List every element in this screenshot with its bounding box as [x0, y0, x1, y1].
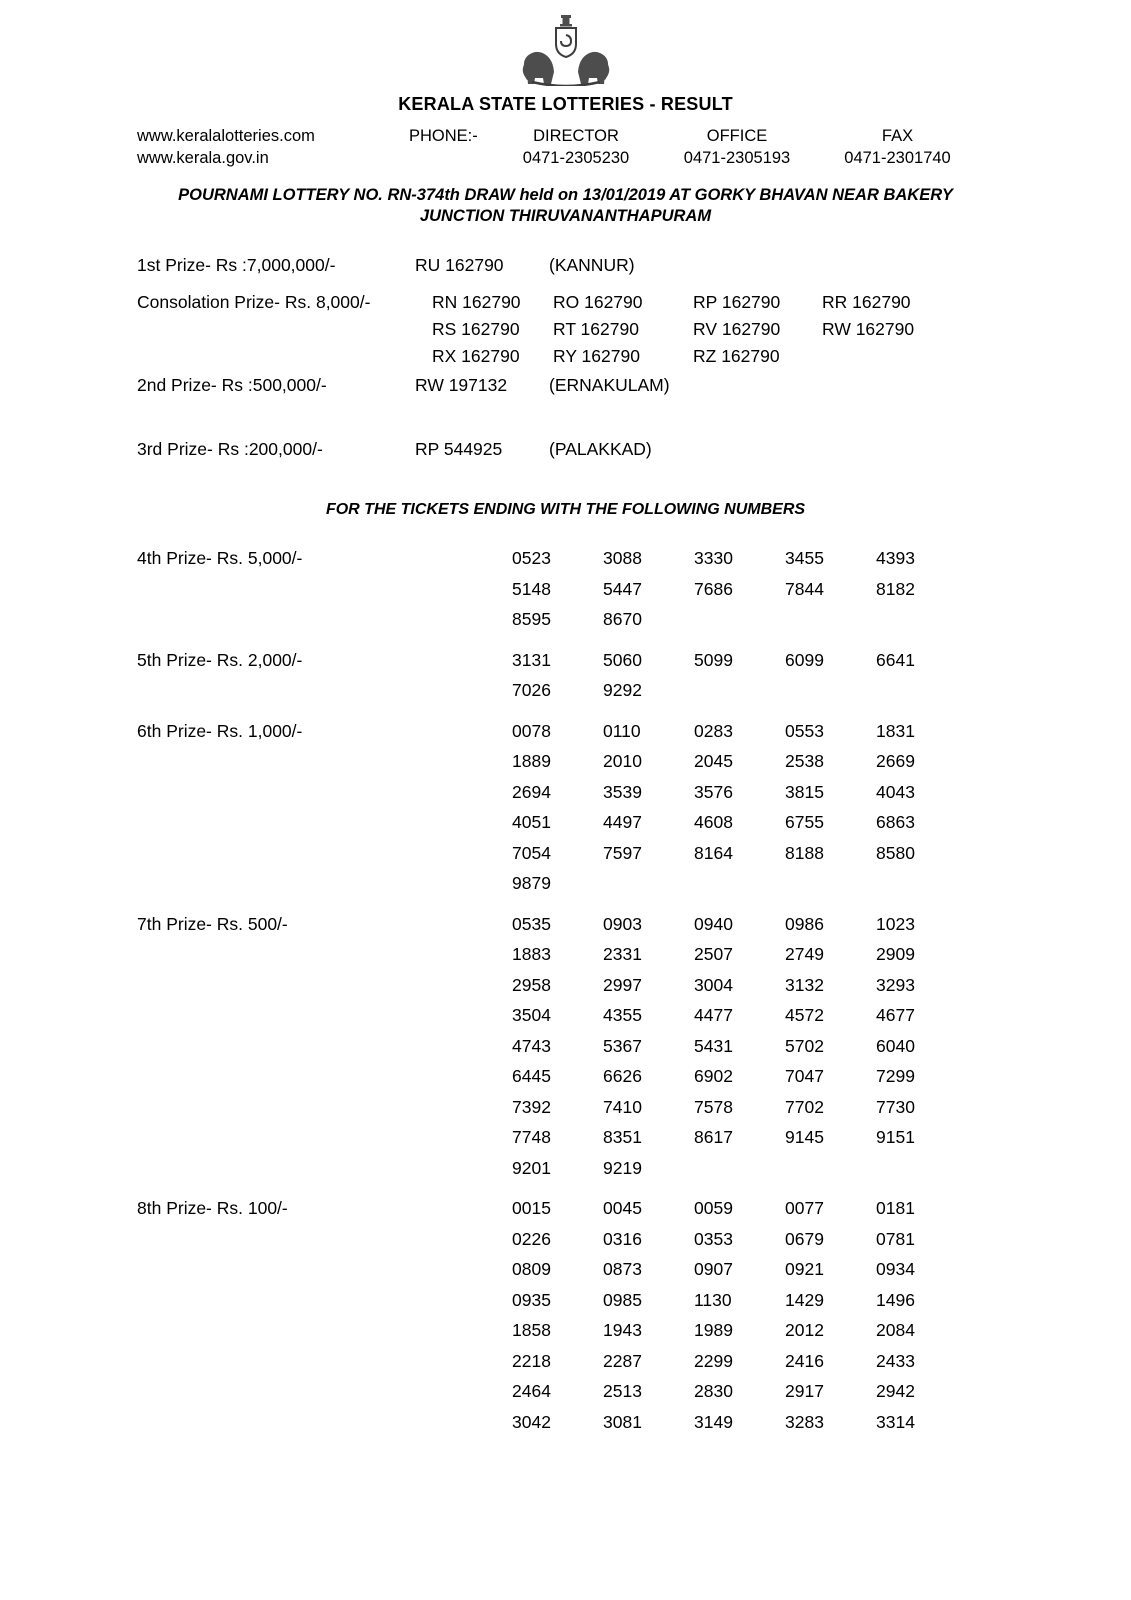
consolation-prize-row — [137, 289, 1131, 370]
consolation-ticket: RP 162790 — [693, 292, 781, 312]
ending-number: 7686 — [694, 578, 733, 599]
ending-number: 7054 — [512, 842, 551, 863]
consolation-ticket: RS 162790 — [432, 319, 520, 339]
ending-number: 4572 — [785, 1005, 824, 1025]
ending-number: 0903 — [603, 913, 642, 934]
ending-number: 0059 — [694, 1198, 733, 1218]
ending-number: 8182 — [876, 578, 915, 599]
seventh-prize-numbers — [512, 909, 967, 1184]
ending-number: 1023 — [876, 913, 915, 934]
ending-number: 5702 — [785, 1035, 824, 1056]
ending-number: 1130 — [694, 1289, 732, 1310]
ending-number: 0078 — [512, 720, 551, 741]
first-prize-row — [137, 255, 1131, 275]
ending-number: 4743 — [512, 1035, 551, 1056]
ending-number: 3455 — [785, 548, 824, 568]
ending-number: 0077 — [785, 1198, 824, 1218]
ending-number: 7047 — [785, 1066, 824, 1086]
ending-number: 1429 — [785, 1289, 824, 1310]
ending-number: 9219 — [603, 1157, 642, 1178]
seventh-prize-label: 7th Prize- Rs. 500/- — [137, 913, 288, 934]
ending-number: 5431 — [694, 1035, 733, 1056]
consolation-ticket: RT 162790 — [553, 319, 639, 339]
ending-number: 1943 — [603, 1320, 642, 1340]
website-keralalotteries: www.keralalotteries.com — [137, 127, 315, 145]
ending-number: 0809 — [512, 1259, 551, 1279]
third-prize-place: (PALAKKAD) — [549, 439, 652, 459]
ending-number: 3293 — [876, 974, 915, 995]
ending-number: 9292 — [603, 680, 642, 700]
ending-number: 2513 — [603, 1381, 642, 1401]
ending-number: 4393 — [876, 548, 915, 568]
ending-number: 8580 — [876, 842, 915, 863]
ending-number: 2045 — [694, 751, 733, 771]
ending-number: 0283 — [694, 720, 733, 741]
ending-number: 6040 — [876, 1035, 915, 1056]
contact-fax-label: FAX — [881, 127, 914, 145]
ending-number: 6902 — [694, 1066, 733, 1086]
ending-number: 0679 — [785, 1228, 824, 1249]
third-prize-ticket: RP 544925 — [415, 439, 503, 459]
ending-number: 7026 — [512, 680, 551, 700]
ending-number: 8351 — [603, 1127, 642, 1147]
ending-numbers-heading: FOR THE TICKETS ENDING WITH THE FOLLOWING NUMBERS — [325, 501, 806, 518]
third-prize-label: 3rd Prize- Rs :200,000/- — [137, 439, 323, 459]
consolation-ticket: RY 162790 — [553, 346, 640, 366]
ending-number: 9151 — [876, 1127, 915, 1147]
ending-number: 0523 — [512, 548, 551, 568]
consolation-prize-label: Consolation Prize- Rs. 8,000/- — [137, 292, 371, 312]
ending-number: 7392 — [512, 1096, 551, 1117]
consolation-ticket: RX 162790 — [432, 346, 520, 366]
second-prize-row — [137, 372, 1131, 399]
ending-number: 3815 — [785, 781, 824, 802]
ending-number: 0110 — [603, 720, 641, 741]
ending-number: 0045 — [603, 1198, 642, 1218]
ending-number: 0940 — [694, 913, 733, 934]
ending-number: 3088 — [603, 548, 642, 568]
ending-number: 0986 — [785, 913, 824, 934]
ending-number: 2830 — [694, 1381, 733, 1401]
ending-number: 5060 — [603, 649, 642, 670]
sixth-prize-numbers — [512, 716, 967, 899]
consolation-ticket: RR 162790 — [822, 292, 911, 312]
page-title: KERALA STATE LOTTERIES - RESULT — [398, 94, 733, 114]
fourth-prize-section — [137, 543, 1131, 635]
contact-office-label: OFFICE — [706, 127, 768, 145]
contact-director-number: 0471-2305230 — [522, 149, 630, 167]
ending-number: 2084 — [876, 1320, 915, 1340]
ending-number: 0907 — [694, 1259, 733, 1279]
ending-number: 6099 — [785, 649, 824, 670]
third-prize-row — [137, 439, 1131, 459]
ending-number: 1831 — [876, 720, 915, 741]
ending-number: 2416 — [785, 1350, 824, 1371]
contact-row — [0, 125, 1131, 171]
ending-number: 3314 — [876, 1411, 915, 1432]
ending-number: 1989 — [694, 1320, 733, 1340]
ending-number: 3149 — [694, 1411, 733, 1432]
ending-number: 2958 — [512, 974, 551, 995]
fifth-prize-numbers — [512, 645, 967, 706]
ending-number: 4477 — [694, 1005, 733, 1025]
kerala-state-emblem-icon — [518, 73, 614, 90]
ending-number: 5367 — [603, 1035, 642, 1056]
ending-prizes — [0, 543, 1131, 1437]
ending-number: 3330 — [694, 548, 733, 568]
contact-director — [517, 125, 635, 169]
websites-block — [137, 125, 315, 169]
ending-number: 7702 — [785, 1096, 824, 1117]
ending-number: 3081 — [603, 1411, 642, 1432]
ending-number: 2433 — [876, 1350, 915, 1371]
fifth-prize-section — [137, 645, 1131, 706]
ending-number: 7578 — [694, 1096, 733, 1117]
ending-number: 2287 — [603, 1350, 642, 1371]
ending-number: 3504 — [512, 1005, 551, 1025]
ending-number: 2218 — [512, 1350, 551, 1371]
ending-number: 2997 — [603, 974, 642, 995]
ending-number: 0535 — [512, 913, 551, 934]
draw-title — [0, 185, 1131, 227]
ending-number: 0781 — [876, 1228, 915, 1249]
consolation-ticket: RO 162790 — [553, 292, 643, 312]
ending-number: 6445 — [512, 1066, 551, 1086]
fourth-prize-numbers — [512, 543, 967, 635]
second-prize-place: (ERNAKULAM) — [549, 375, 670, 395]
ending-number: 2909 — [876, 944, 915, 964]
ending-number: 4608 — [694, 812, 733, 832]
ending-number: 5099 — [694, 649, 733, 670]
ending-number: 2917 — [785, 1381, 824, 1401]
sixth-prize-section — [137, 716, 1131, 899]
ending-number: 0353 — [694, 1228, 733, 1249]
draw-title-line1: POURNAMI LOTTERY NO. RN-374th DRAW held on 13/01/2019 AT GORKY BHAVAN NEAR BAKERY — [178, 186, 953, 204]
eighth-prize-numbers — [512, 1193, 967, 1437]
ending-number: 3131 — [512, 649, 551, 670]
ending-number: 2464 — [512, 1381, 551, 1401]
ending-number: 8617 — [694, 1127, 733, 1147]
ending-number: 0181 — [876, 1198, 915, 1218]
website-kerala-gov: www.kerala.gov.in — [137, 149, 269, 167]
ending-number: 6863 — [876, 812, 915, 832]
ending-number: 3004 — [694, 974, 733, 995]
ending-number: 5148 — [512, 578, 551, 599]
contact-office-number: 0471-2305193 — [683, 149, 791, 167]
ending-number: 4043 — [876, 781, 915, 802]
ending-number: 9879 — [512, 873, 551, 893]
consolation-ticket: RN 162790 — [432, 292, 521, 312]
first-prize-ticket: RU 162790 — [415, 255, 504, 275]
contact-office — [678, 125, 796, 169]
ending-number: 0873 — [603, 1259, 642, 1279]
ending-number: 2507 — [694, 944, 733, 964]
ending-number: 1889 — [512, 751, 551, 771]
ending-number: 3132 — [785, 974, 824, 995]
ending-number: 0226 — [512, 1228, 551, 1249]
ending-number: 7597 — [603, 842, 642, 863]
ending-number: 0934 — [876, 1259, 915, 1279]
ending-number: 2010 — [603, 751, 642, 771]
emblem-wrap — [0, 0, 1131, 86]
ending-number: 3042 — [512, 1411, 551, 1432]
ending-number: 9201 — [512, 1157, 551, 1178]
contact-fax — [837, 125, 958, 169]
second-prize-label: 2nd Prize- Rs :500,000/- — [137, 375, 327, 395]
first-prize-place: (KANNUR) — [549, 255, 635, 275]
fifth-prize-label: 5th Prize- Rs. 2,000/- — [137, 649, 303, 670]
eighth-prize-section — [137, 1193, 1131, 1437]
eighth-prize-label: 8th Prize- Rs. 100/- — [137, 1198, 288, 1218]
ending-number: 0935 — [512, 1289, 551, 1310]
ending-number: 6626 — [603, 1066, 642, 1086]
sixth-prize-label: 6th Prize- Rs. 1,000/- — [137, 720, 303, 741]
ending-number: 9145 — [785, 1127, 824, 1147]
ending-number: 0316 — [603, 1228, 642, 1249]
ending-number: 6641 — [876, 649, 915, 670]
ending-number: 3576 — [694, 781, 733, 802]
ending-number: 6755 — [785, 812, 824, 832]
ending-number: 2669 — [876, 751, 915, 771]
ending-number: 7844 — [785, 578, 824, 599]
ending-number: 1858 — [512, 1320, 551, 1340]
phone-label: PHONE:- — [409, 127, 478, 145]
second-prize-ticket: RW 197132 — [415, 375, 508, 395]
contact-fax-number: 0471-2301740 — [844, 149, 951, 167]
ending-number: 1883 — [512, 944, 551, 964]
ending-number: 7410 — [603, 1096, 642, 1117]
consolation-ticket: RZ 162790 — [693, 346, 780, 366]
ending-number: 7730 — [876, 1096, 915, 1117]
consolation-ticket-grid — [432, 289, 914, 370]
ending-number: 8188 — [785, 842, 824, 863]
ending-number: 7748 — [512, 1127, 551, 1147]
ending-number: 4355 — [603, 1005, 642, 1025]
ending-number: 2694 — [512, 781, 551, 802]
ending-number: 4497 — [603, 812, 642, 832]
ending-number: 2299 — [694, 1350, 733, 1371]
draw-title-line2: JUNCTION THIRUVANANTHAPURAM — [419, 207, 712, 225]
fourth-prize-label: 4th Prize- Rs. 5,000/- — [137, 548, 303, 568]
consolation-ticket: RV 162790 — [693, 319, 781, 339]
ending-number: 7299 — [876, 1066, 915, 1086]
ending-number: 0921 — [785, 1259, 824, 1279]
first-prize-label: 1st Prize- Rs :7,000,000/- — [137, 255, 336, 275]
ending-number: 2331 — [603, 944, 642, 964]
ending-number: 2749 — [785, 944, 824, 964]
ending-number: 8164 — [694, 842, 733, 863]
ending-number: 8670 — [603, 609, 642, 629]
ending-number: 0553 — [785, 720, 824, 741]
ending-number: 4677 — [876, 1005, 915, 1025]
ending-number: 2012 — [785, 1320, 824, 1340]
ending-number: 0015 — [512, 1198, 551, 1218]
ending-number: 3539 — [603, 781, 642, 802]
ending-number: 2538 — [785, 751, 824, 771]
ending-number: 0985 — [603, 1289, 642, 1310]
ending-number: 5447 — [603, 578, 642, 599]
ending-number: 4051 — [512, 812, 551, 832]
contact-director-label: DIRECTOR — [533, 127, 619, 145]
ending-number: 1496 — [876, 1289, 915, 1310]
consolation-ticket: RW 162790 — [822, 319, 915, 339]
ending-number: 8595 — [512, 609, 551, 629]
ending-number: 3283 — [785, 1411, 824, 1432]
ending-number: 2942 — [876, 1381, 915, 1401]
seventh-prize-section — [137, 909, 1131, 1184]
